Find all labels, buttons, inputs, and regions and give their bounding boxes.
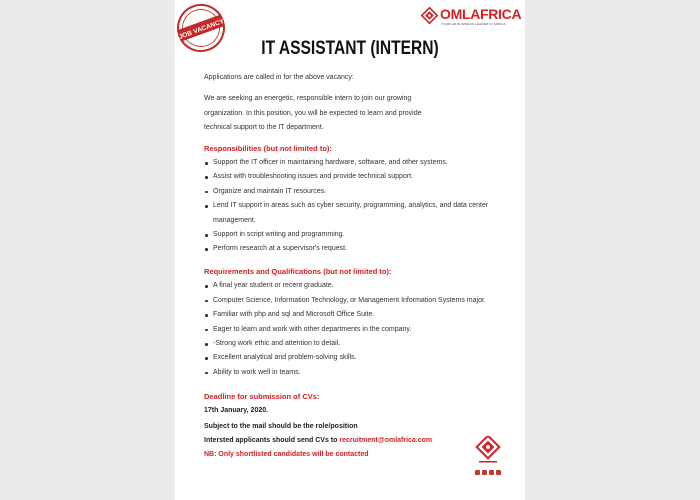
list-item: A final year student or recent graduate. bbox=[204, 279, 504, 293]
list-item: Lend IT support in areas such as cyber security, programming, analytics, and data center management. bbox=[204, 199, 504, 228]
linkedin-icon[interactable] bbox=[482, 470, 487, 475]
list-item: Perform research at a supervisor's request. bbox=[204, 242, 504, 256]
omlafrica-emblem-icon bbox=[420, 6, 439, 25]
responsibilities-heading: Responsibilities (but not limited to): bbox=[204, 143, 332, 153]
social-links bbox=[475, 470, 501, 475]
deadline-date: 17th January, 2020. bbox=[204, 406, 269, 414]
vacancy-flyer bbox=[175, 0, 525, 500]
logo-wordmark: OMLAFRICA bbox=[440, 6, 522, 22]
list-item: Support the IT officer in maintaining hardware, software, and other systems. bbox=[204, 156, 504, 170]
requirements-heading: Requirements and Qualifications (but not limited to): bbox=[204, 266, 392, 276]
list-item: Organize and maintain IT resources. bbox=[204, 185, 504, 199]
omlafrica-logo bbox=[420, 6, 524, 32]
facebook-icon[interactable] bbox=[475, 470, 480, 475]
list-item: Support in script writing and programming. bbox=[204, 228, 504, 242]
recruitment-email-link[interactable]: recruitment@omlafrica.com bbox=[339, 436, 433, 444]
stamp-label: JOB VACANCY bbox=[177, 17, 226, 41]
list-item: Ability to work well in teams. bbox=[204, 366, 504, 380]
responsibilities-list bbox=[204, 156, 504, 257]
send-cv-line bbox=[204, 434, 504, 448]
send-cv-text: Intersted applicants should send CVs to bbox=[204, 436, 340, 444]
list-item: -Strong work ethic and attention to detail. bbox=[204, 337, 504, 351]
deadline-heading: Deadline for submission of CVs: bbox=[204, 392, 320, 402]
twitter-icon[interactable] bbox=[489, 470, 494, 475]
list-item: Computer Science, Information Technology, or Management Information Systems major. bbox=[204, 294, 504, 308]
list-item: Familiar with php and sql and Microsoft Office Suite. bbox=[204, 308, 504, 322]
description-line: We are seeking an energetic, responsible intern to join our growing bbox=[204, 95, 412, 103]
list-item: Excellent analytical and problem-solving skills. bbox=[204, 351, 504, 365]
intro-text: Applications are called in for the above vacancy: bbox=[204, 74, 354, 81]
list-item: Assist with troubleshooting issues and provide technical support. bbox=[204, 170, 504, 184]
instagram-icon[interactable] bbox=[496, 470, 501, 475]
subject-note: Subject to the mail should be the role/position bbox=[204, 422, 358, 430]
omlafrica-emblem-icon bbox=[475, 436, 501, 466]
description-line: technical support to the IT department. bbox=[204, 124, 324, 132]
job-title: IT ASSISTANT (INTERN) bbox=[261, 38, 439, 59]
flyer-body bbox=[204, 71, 504, 463]
requirements-list bbox=[204, 279, 504, 380]
list-item: Eager to learn and work with other departments in the company. bbox=[204, 323, 504, 337]
description-line: organization. In this position, you will be expected to learn and provide bbox=[204, 109, 422, 117]
logo-tagline: YOUR HR BUSINESS LEADER IN AFRICA bbox=[441, 22, 506, 26]
nb-note: NB: Only shortlisted candidates will be contacted bbox=[204, 451, 369, 459]
